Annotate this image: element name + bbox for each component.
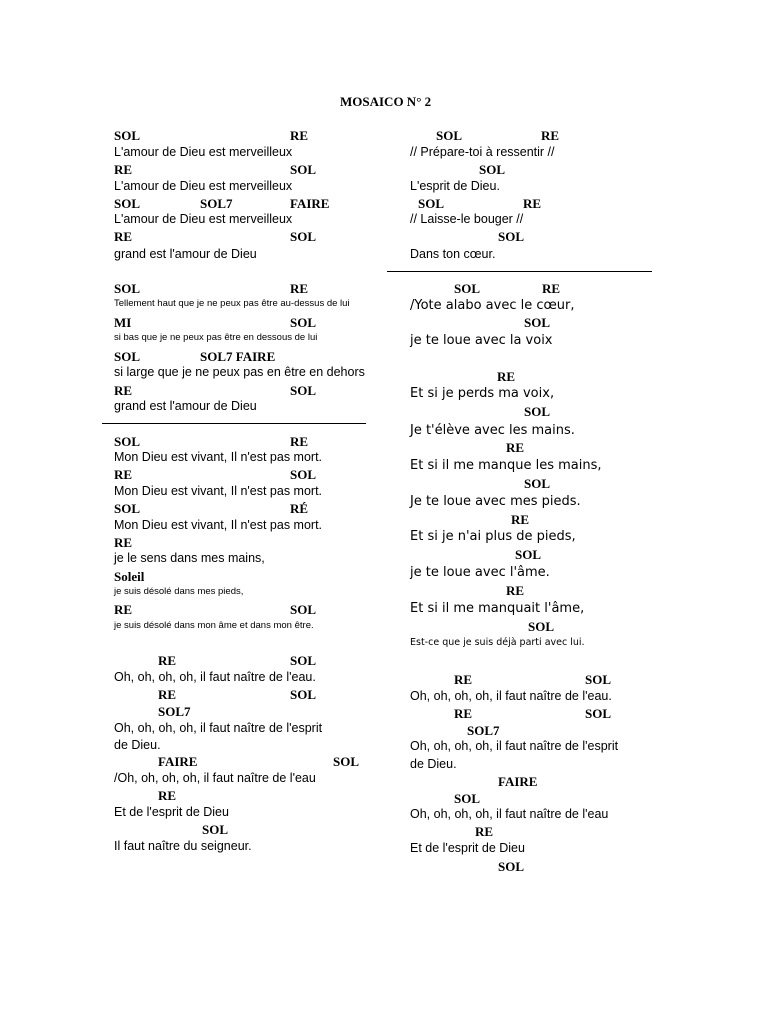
lyric-line: Oh, oh, oh, oh, il faut naître de l'esprit (410, 739, 619, 753)
lyric-line: Oh, oh, oh, oh, il faut naître de l'eau (410, 807, 609, 821)
chord: RE (290, 434, 309, 449)
chord: SOL (114, 434, 141, 449)
chord: SOL (202, 822, 229, 837)
chord: SOL (290, 383, 317, 398)
lyric-line: Et si je n'ai plus de pieds, (410, 529, 576, 544)
chord: SOL (290, 162, 317, 177)
lyric-line: grand est l'amour de Dieu (114, 399, 257, 413)
chord: SOL (454, 791, 481, 806)
chord: SOL7 (467, 723, 500, 738)
chord: SOL (524, 404, 551, 419)
chord: RE (523, 196, 542, 211)
chord: SOL (114, 196, 141, 211)
section-divider-right (387, 271, 652, 272)
lyric-line: Dans ton cœur. (410, 247, 496, 261)
lyric-line: Et de l'esprit de Dieu (410, 841, 525, 855)
lyric-line: L'amour de Dieu est merveilleux (114, 145, 293, 159)
chord: SOL (290, 687, 317, 702)
chord: RE (454, 706, 473, 721)
lyric-line: Et si je perds ma voix, (410, 386, 555, 401)
chord: SOL (290, 467, 317, 482)
chord: RE (114, 467, 133, 482)
chord: SOL (418, 196, 445, 211)
chord: RE (542, 281, 561, 296)
chord: SOL (524, 476, 551, 491)
chord: RE (454, 672, 473, 687)
chord: SOL (436, 128, 463, 143)
chord: RE (497, 369, 516, 384)
chord: RE (158, 788, 177, 803)
chord: FAIRE (158, 754, 198, 769)
chord: SOL (479, 162, 506, 177)
chord: SOL (290, 653, 317, 668)
chord: SOL7 (158, 704, 191, 719)
lyric-line: Je t'élève avec les mains. (410, 423, 575, 438)
lyric-line: je suis désolé dans mon âme et dans mon être. (114, 620, 314, 631)
lyric-line: Mon Dieu est vivant, Il n'est pas mort. (114, 518, 323, 532)
lyric-line: Et de l'esprit de Dieu (114, 805, 229, 819)
lyric-line: /Yote alabo avec le cœur, (410, 298, 575, 313)
chord: SOL (528, 619, 555, 634)
lyric-line: L'amour de Dieu est merveilleux (114, 179, 293, 193)
lyric-line: // Laisse-le bouger // (410, 212, 524, 226)
chord: SOL7 (200, 196, 233, 211)
lyric-line: Oh, oh, oh, oh, il faut naître de l'eau. (114, 670, 316, 684)
lyric-line: Oh, oh, oh, oh, il faut naître de l'eau. (410, 689, 612, 703)
chord: RE (158, 687, 177, 702)
chord: SOL (114, 501, 141, 516)
song-title: MOSAICO N° 2 (340, 94, 432, 109)
chord: SOL (515, 547, 542, 562)
chord: FAIRE (498, 774, 538, 789)
lyric-line: Oh, oh, oh, oh, il faut naître de l'esprit (114, 721, 323, 735)
lyric-line: Et si il me manquait l'âme, (410, 601, 585, 616)
chord: RE (114, 229, 133, 244)
chord: SOL (290, 315, 317, 330)
chord: SOL (454, 281, 481, 296)
chord: RE (475, 824, 494, 839)
lyric-line: de Dieu. (114, 738, 161, 752)
chord: SOL (524, 315, 551, 330)
section-divider-left (102, 423, 366, 424)
chord: SOL (585, 706, 612, 721)
chord: SOL (290, 229, 317, 244)
lyric-line: Et si il me manque les mains, (410, 458, 602, 473)
lyric-line: // Prépare-toi à ressentir // (410, 145, 555, 159)
chord: FAIRE (290, 196, 330, 211)
lyric-line: je te loue avec l'âme. (410, 565, 550, 580)
chord: RE (511, 512, 530, 527)
chord: SOL (498, 859, 525, 874)
lyric-line: si bas que je ne peux pas être en dessous de lui (114, 332, 318, 343)
lyric-line: grand est l'amour de Dieu (114, 247, 257, 261)
lyric-line: Tellement haut que je ne peux pas être au-dessus de lui (114, 298, 350, 309)
lyric-line: Mon Dieu est vivant, Il n'est pas mort. (114, 450, 323, 464)
chord: SOL (114, 281, 141, 296)
chord: RE (114, 162, 133, 177)
chord: RE (158, 653, 177, 668)
chord: RE (541, 128, 560, 143)
chord: SOL (585, 672, 612, 687)
chord: RE (506, 583, 525, 598)
chord: RÉ (290, 501, 309, 516)
chord: Soleil (114, 569, 145, 584)
chord: SOL (114, 349, 141, 364)
chord: RE (114, 383, 133, 398)
chord: SOL7 FAIRE (200, 349, 276, 364)
chord: SOL (498, 229, 525, 244)
lyric-line: je suis désolé dans mes pieds, (114, 586, 244, 597)
lyric-line: Mon Dieu est vivant, Il n'est pas mort. (114, 484, 323, 498)
chord: SOL (333, 754, 360, 769)
chord: RE (290, 128, 309, 143)
lyric-line: /Oh, oh, oh, oh, il faut naître de l'eau (114, 771, 316, 785)
chord: SOL (290, 602, 317, 617)
lyric-line: je te loue avec la voix (410, 333, 553, 348)
chord: RE (506, 440, 525, 455)
chord: RE (290, 281, 309, 296)
lyric-line: de Dieu. (410, 757, 457, 771)
lyric-line: L'esprit de Dieu. (410, 179, 500, 193)
chord: SOL (114, 128, 141, 143)
lyric-line: Il faut naître du seigneur. (114, 839, 252, 853)
chord: MI (114, 315, 132, 330)
lyric-line: Est-ce que je suis déjà parti avec lui. (410, 637, 585, 648)
lyric-line: Je te loue avec mes pieds. (410, 494, 581, 509)
chord: RE (114, 535, 133, 550)
lyric-line: je le sens dans mes mains, (114, 551, 265, 565)
chord: RE (114, 602, 133, 617)
lyric-line: si large que je ne peux pas en être en dehors (114, 365, 365, 379)
lyric-line: L'amour de Dieu est merveilleux (114, 212, 293, 226)
